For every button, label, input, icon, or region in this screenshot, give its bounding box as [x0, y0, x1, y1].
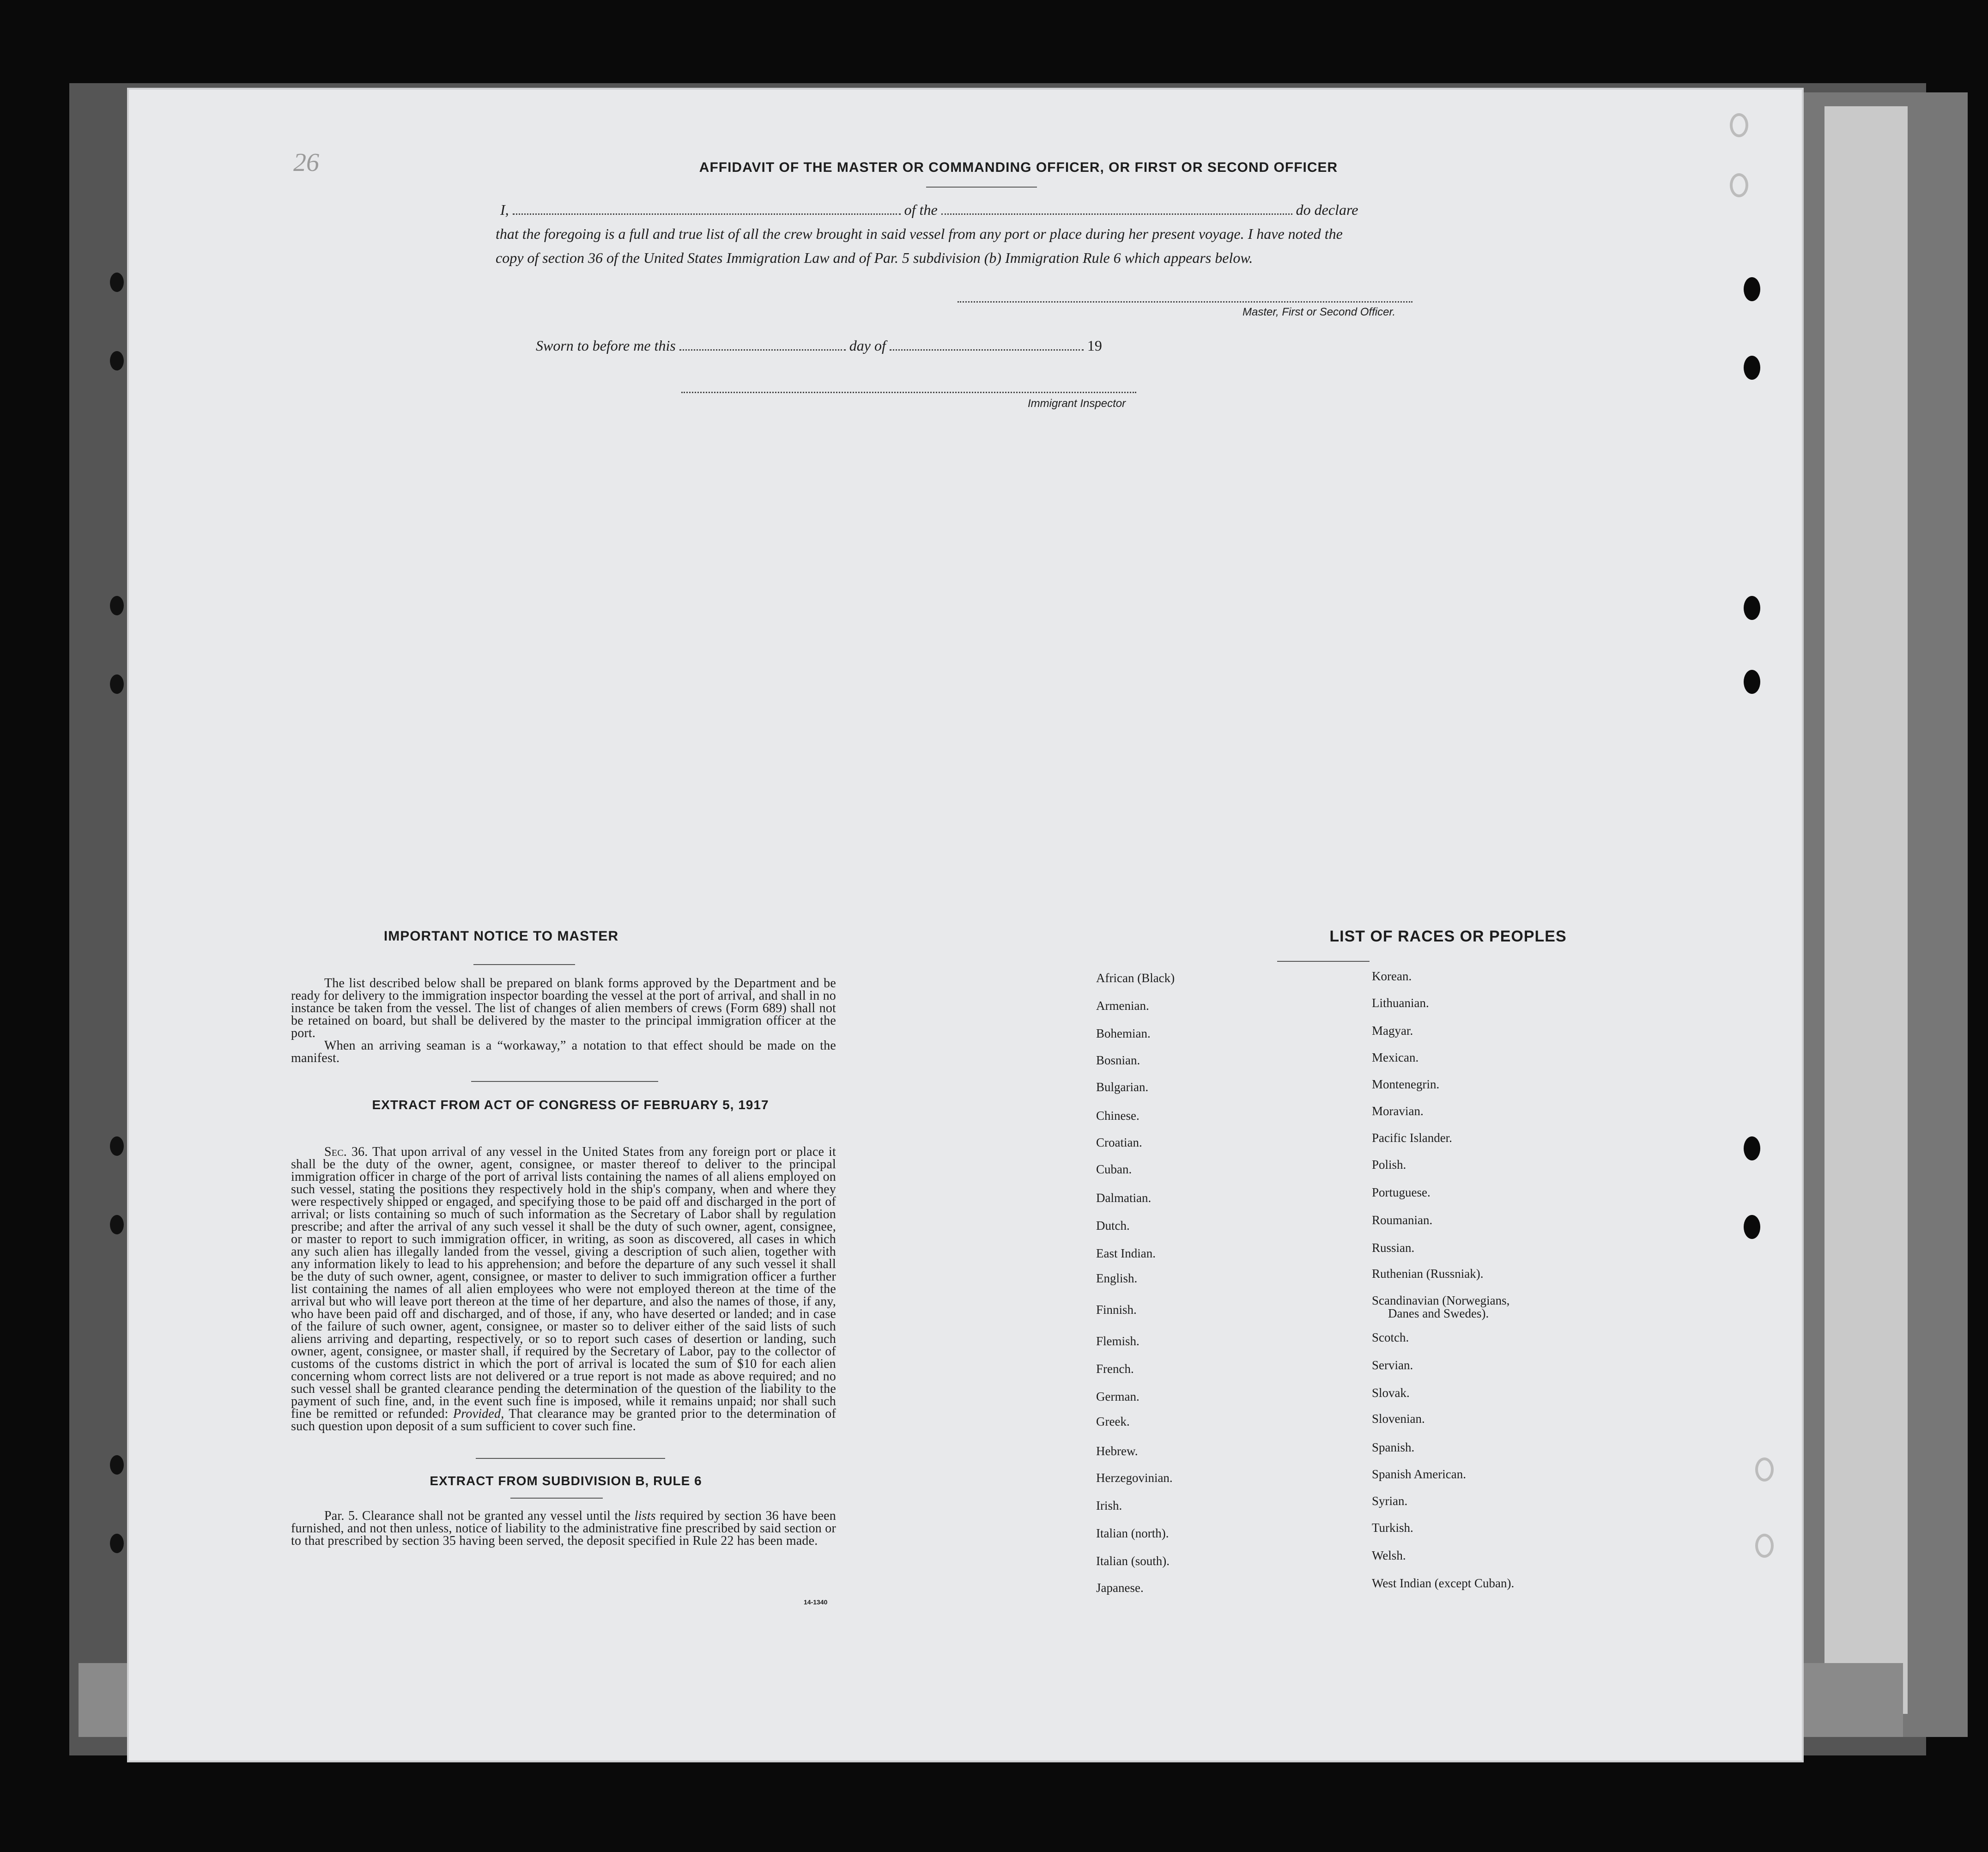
race-item: German.	[1096, 1390, 1139, 1403]
sworn-month-blank[interactable]	[890, 349, 1084, 351]
race-item: West Indian (except Cuban).	[1372, 1576, 1515, 1590]
affidavit-line-2: that the foregoing is a full and true list of all the crew brought in said vessel from any port or place during her present voyage. I have noted the	[496, 225, 1343, 242]
background-sheet-edge	[1824, 106, 1908, 1714]
race-item: Moravian.	[1372, 1104, 1424, 1118]
sworn-line	[536, 337, 1102, 354]
extract-rule-text-b: required by section 36 have been furnished, and not then unless, notice of liability to the administrative fine prescribed by said section or to that prescribed by section 35 having been served, the deposit specified in Rule 22 has been made.	[291, 1509, 836, 1548]
race-item: Finnish.	[1096, 1303, 1137, 1317]
race-item: Montenegrin.	[1372, 1077, 1440, 1091]
affidavit-title: AFFIDAVIT OF THE MASTER OR COMMANDING OFFICER, OR FIRST OR SECOND OFFICER	[699, 160, 1338, 175]
binder-hole	[110, 1215, 124, 1234]
name-blank[interactable]	[513, 213, 901, 215]
race-item: Italian (north).	[1096, 1526, 1169, 1540]
race-item: Scotch.	[1372, 1330, 1409, 1344]
race-item: Armenian.	[1096, 999, 1149, 1013]
master-signature-line[interactable]	[958, 301, 1412, 303]
race-item: Pacific Islander.	[1372, 1131, 1452, 1145]
race-item: Italian (south).	[1096, 1554, 1170, 1568]
divider	[471, 1081, 658, 1082]
race-item: Servian.	[1372, 1358, 1413, 1372]
binder-hole	[1744, 356, 1760, 380]
affidavit-i-label: I,	[500, 201, 509, 218]
race-item: Bosnian.	[1096, 1053, 1140, 1067]
binder-hole	[1744, 1215, 1760, 1239]
sworn-day-blank[interactable]	[679, 349, 846, 351]
race-item: Ruthenian (Russniak).	[1372, 1267, 1484, 1281]
race-item: Russian.	[1372, 1241, 1415, 1255]
race-item: Lithuanian.	[1372, 996, 1429, 1010]
extract-act-title: EXTRACT FROM ACT OF CONGRESS OF FEBRUARY 5, 1917	[372, 1098, 769, 1112]
form-number: 14-1340	[804, 1598, 828, 1606]
race-item: Mexican.	[1372, 1050, 1419, 1064]
sec-label: Sec. 36.	[324, 1145, 368, 1159]
year-prefix: 19	[1087, 337, 1102, 354]
binder-hole	[1744, 1136, 1760, 1160]
binder-hole	[1744, 277, 1760, 301]
race-item: Cuban.	[1096, 1162, 1132, 1176]
of-the-label: of the	[904, 201, 938, 218]
race-item: Slovenian.	[1372, 1412, 1425, 1426]
race-item: Irish.	[1096, 1499, 1122, 1512]
race-item: Spanish American.	[1372, 1467, 1466, 1481]
race-item-continued: Danes and Swedes).	[1388, 1306, 1489, 1320]
race-item: Dutch.	[1096, 1219, 1130, 1233]
binder-hole	[110, 273, 124, 292]
do-declare-label: do declare	[1296, 201, 1358, 218]
notice-body	[291, 977, 836, 1064]
race-item: Portuguese.	[1372, 1185, 1430, 1199]
race-item: Spanish.	[1372, 1440, 1415, 1454]
affidavit-line-1	[500, 201, 1358, 219]
race-item: Slovak.	[1372, 1386, 1410, 1400]
notice-paragraph-2: When an arriving seaman is a “workaway,” a notation to that effect should be made on the manifest.	[291, 1038, 836, 1065]
race-item: Greek.	[1096, 1415, 1130, 1428]
race-item: Welsh.	[1372, 1548, 1406, 1562]
race-item: Scandinavian (Norwegians,	[1372, 1293, 1510, 1307]
notice-title: IMPORTANT NOTICE TO MASTER	[383, 929, 619, 944]
race-item: Flemish.	[1096, 1334, 1139, 1348]
race-item: English.	[1096, 1271, 1138, 1285]
sworn-label: Sworn to before me this	[536, 337, 676, 354]
race-item: Turkish.	[1372, 1521, 1413, 1535]
binder-hole	[1744, 670, 1760, 694]
divider	[473, 964, 575, 965]
divider	[926, 187, 1037, 188]
race-item: Herzegovinian.	[1096, 1471, 1173, 1485]
extract-rule-text-a: Par. 5. Clearance shall not be granted any vessel until the	[324, 1509, 631, 1523]
document-page	[127, 88, 1804, 1762]
race-item: Croatian.	[1096, 1135, 1142, 1149]
inspector-label: Immigrant Inspector	[1028, 397, 1126, 410]
binder-hole	[110, 596, 124, 615]
page-number-mark: 26	[293, 148, 319, 177]
notice-paragraph-1: The list described below shall be prepared on blank forms approved by the Department and be ready for delivery to the immigration inspector boarding the vessel at the port of arrival, and shall in no instance be taken from the vessel. The list of changes of alien members of crews (Form 689) shall not be retained on board, but shall be delivered by the master to the principal immigration officer at the port.	[291, 976, 836, 1040]
master-signature-label: Master, First or Second Officer.	[1242, 306, 1396, 318]
binder-hole	[110, 674, 124, 694]
race-item: Chinese.	[1096, 1109, 1139, 1123]
divider	[510, 1498, 603, 1499]
inspector-signature-line[interactable]	[681, 392, 1136, 393]
binder-hole	[1755, 1457, 1774, 1482]
race-item: Dalmatian.	[1096, 1191, 1152, 1205]
binder-hole	[110, 1136, 124, 1156]
race-item: Hebrew.	[1096, 1444, 1138, 1458]
divider	[1277, 961, 1370, 962]
race-item: Japanese.	[1096, 1581, 1144, 1595]
binder-hole	[1730, 113, 1748, 137]
extract-rule-body	[291, 1510, 836, 1547]
vessel-blank[interactable]	[941, 213, 1292, 215]
extract-act-text: That upon arrival of any vessel in the United States from any foreign port or place it shall be the duty of the owner, agent, consignee, or master thereof to deliver to the principal immigration officer in charge of the port of arrival lists containing the names of all aliens employed on such vessel, stating the positions they respectively hold in the ship's company, when and where they were respectively shipped or engaged, and specifying those to be paid off and discharged in the port of arrival; or lists containing so much of such information as the Secretary of Labor shall by regulation prescribe; and after the arrival of any such vessel it shall be the duty of such owner, agent, consignee, or master to report to such immigration officer, in writing, as soon as discovered, all cases in which any such alien has illegally landed from the vessel, giving a description of such alien, together with any information likely to lead to his apprehension; and before the departure of any such vessel it shall be the duty of such owner, agent, consignee, or master to deliver to such immigration officer a further list containing the names of all alien employees who were not employed thereon at the time of the arrival but who will leave port thereon at the time of her departure, and also the names of those, if any, who have been paid off and discharged, and of those, if any, who have deserted or landed; and in case of the failure of such owner, agent, consignee, or master so to deliver either of the said lists of such aliens arriving and departing, respectively, or so to report such cases of desertion or landing, such owner, agent, consignee, or master shall, if required by the Secretary of Labor, pay to the collector of customs of the customs district in which the port of arrival is located the sum of $10 for each alien concerning whom correct lists are not delivered or a true report is not made as above required; and no such vessel shall be granted clearance pending the determination of the question of the liability to the payment of such fine, and, in the event such fine is imposed, while it remains unpaid; nor shall such fine be remitted or refunded:	[291, 1145, 836, 1421]
race-item: Polish.	[1372, 1158, 1406, 1172]
day-of-label: day of	[849, 337, 886, 354]
race-item: Bulgarian.	[1096, 1080, 1149, 1094]
binder-hole	[1744, 596, 1760, 620]
race-item: Magyar.	[1372, 1024, 1413, 1038]
binder-hole	[110, 351, 124, 370]
race-item: French.	[1096, 1362, 1134, 1376]
provided-word: Provided,	[453, 1407, 504, 1421]
races-title: LIST OF RACES OR PEOPLES	[1329, 928, 1567, 945]
extract-act-body	[291, 1146, 836, 1433]
race-item: Syrian.	[1372, 1494, 1408, 1508]
race-item: African (Black)	[1096, 971, 1175, 985]
affidavit-line-3: copy of section 36 of the United States Immigration Law and of Par. 5 subdivision (b) Immigration Rule 6 which appears below.	[496, 249, 1253, 266]
divider	[476, 1458, 665, 1459]
binder-hole	[1755, 1534, 1774, 1558]
extract-rule-title: EXTRACT FROM SUBDIVISION B, RULE 6	[430, 1474, 702, 1488]
binder-hole	[110, 1455, 124, 1475]
binder-hole	[110, 1534, 124, 1553]
race-item: Korean.	[1372, 969, 1412, 983]
race-item: East Indian.	[1096, 1246, 1156, 1260]
binder-hole	[1730, 173, 1748, 197]
race-item: Bohemian.	[1096, 1026, 1151, 1040]
extract-act-text-end: That clearance may be granted prior to the determination of such question upon deposit of a sum sufficient to cover such fine.	[291, 1407, 836, 1433]
race-item: Roumanian.	[1372, 1213, 1433, 1227]
lists-word: lists	[634, 1509, 656, 1523]
